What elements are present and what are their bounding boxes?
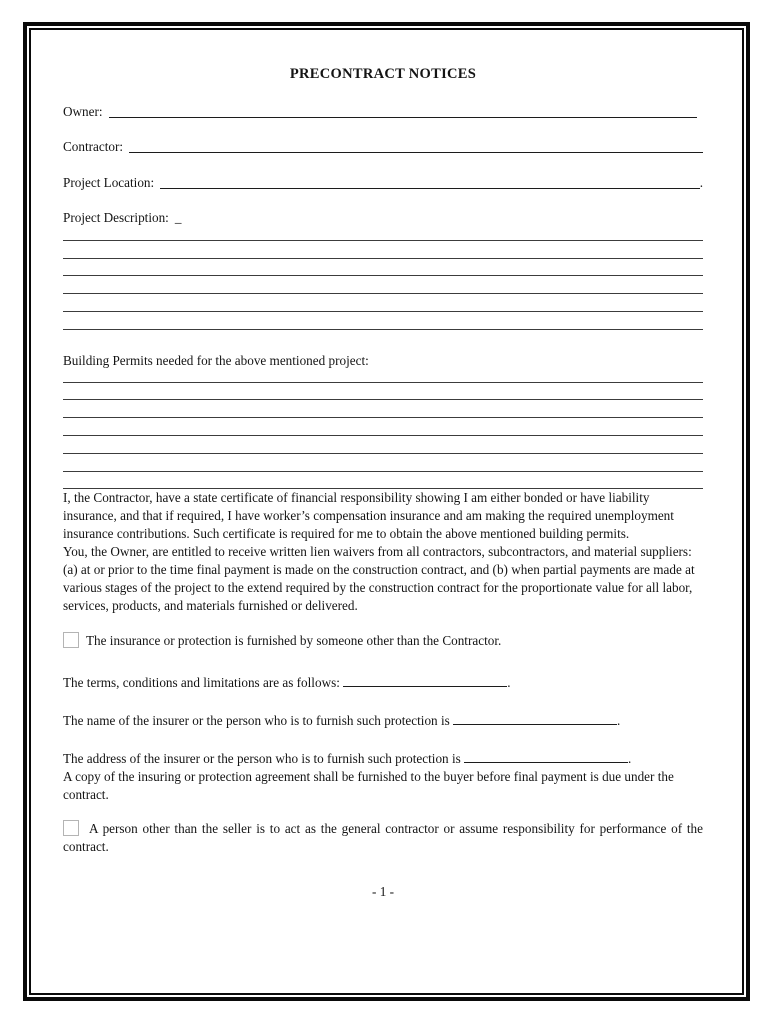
- blank-write-line[interactable]: [63, 436, 703, 454]
- blank-write-line[interactable]: [63, 400, 703, 418]
- terms-suffix: .: [507, 675, 511, 691]
- general-contractor-label: A person other than the seller is to act as the general contractor or assume responsibility for performance of the contract.: [63, 821, 703, 855]
- copy-agreement-paragraph: A copy of the insuring or protection agreement shall be furnished to the buyer before final payment is due under the contract.: [63, 769, 674, 803]
- owner-field-row: [63, 103, 703, 121]
- blank-write-line[interactable]: [63, 472, 703, 490]
- page-number: - 1 -: [372, 884, 394, 900]
- owner-input-line[interactable]: [109, 116, 697, 118]
- page-border-inner: [29, 28, 744, 995]
- insurer-address-label: The address of the insurer or the person who is to furnish such protection is: [63, 751, 461, 767]
- contractor-label: Contractor:: [63, 139, 124, 154]
- insurance-other-row: [63, 632, 703, 650]
- blank-write-line[interactable]: [63, 454, 703, 472]
- contractor-certificate-paragraph: I, the Contractor, have a state certificate of financial responsibility showing I am either bonded or have liability insurance, and that if required, I have worker’s compensation insurance and am making the required unemployment insurance contributions. Such certificate is required for me to obtain the above mentioned building permits.: [63, 490, 674, 542]
- blank-write-line[interactable]: [63, 312, 703, 330]
- insurer-address-suffix: .: [628, 751, 632, 767]
- insurer-name-suffix: .: [617, 713, 621, 729]
- project-description-label: Project Description:: [63, 210, 169, 225]
- page-title: PRECONTRACT NOTICES: [289, 66, 477, 82]
- insurance-other-checkbox[interactable]: [63, 632, 79, 648]
- terms-input-line[interactable]: [343, 672, 507, 687]
- project-location-field-row: [63, 174, 703, 192]
- terms-label: The terms, conditions and limitations are as follows:: [63, 675, 340, 691]
- terms-row: [63, 672, 703, 692]
- owner-label: Owner:: [63, 104, 103, 119]
- project-description-tail: _: [174, 210, 182, 225]
- project-description-blank-lines: [63, 223, 703, 330]
- blank-write-line[interactable]: [63, 418, 703, 436]
- owner-lien-waivers-paragraph: You, the Owner, are entitled to receive written lien waivers from all contractors, subcontractors, and material suppliers: (a) at or prior to the time final payment is made on the construction contract, and (b) when partial payments are made at various stages of the project to the extend required by the construction contract for the proportionate value for all labor, services, products, and materials furnished or delivered.: [63, 544, 695, 614]
- insurance-other-label: The insurance or protection is furnished by someone other than the Contractor.: [86, 633, 502, 649]
- insurer-address-input-line[interactable]: [464, 748, 628, 763]
- contractor-field-row: [63, 138, 703, 156]
- blank-write-line[interactable]: [63, 276, 703, 294]
- blank-write-line[interactable]: [63, 294, 703, 312]
- building-permits-label: Building Permits needed for the above mentioned project:: [63, 352, 369, 368]
- project-location-suffix: .: [699, 175, 703, 190]
- insurer-name-row: [63, 710, 703, 730]
- contractor-input-line[interactable]: [129, 151, 703, 153]
- document-content: [31, 30, 742, 993]
- insurer-name-label: The name of the insurer or the person who is to furnish such protection is: [63, 713, 450, 729]
- project-location-label: Project Location:: [63, 175, 155, 190]
- insurer-address-row: [63, 748, 703, 768]
- building-permits-blank-lines: [63, 365, 703, 490]
- project-location-input-line[interactable]: [160, 187, 700, 189]
- general-contractor-checkbox[interactable]: [63, 820, 79, 836]
- insurer-name-input-line[interactable]: [453, 710, 617, 725]
- blank-write-line[interactable]: [63, 241, 703, 259]
- page-border-frame: [23, 22, 750, 1001]
- blank-write-line[interactable]: [63, 259, 703, 277]
- general-contractor-row: [63, 820, 703, 856]
- blank-write-line[interactable]: [63, 383, 703, 401]
